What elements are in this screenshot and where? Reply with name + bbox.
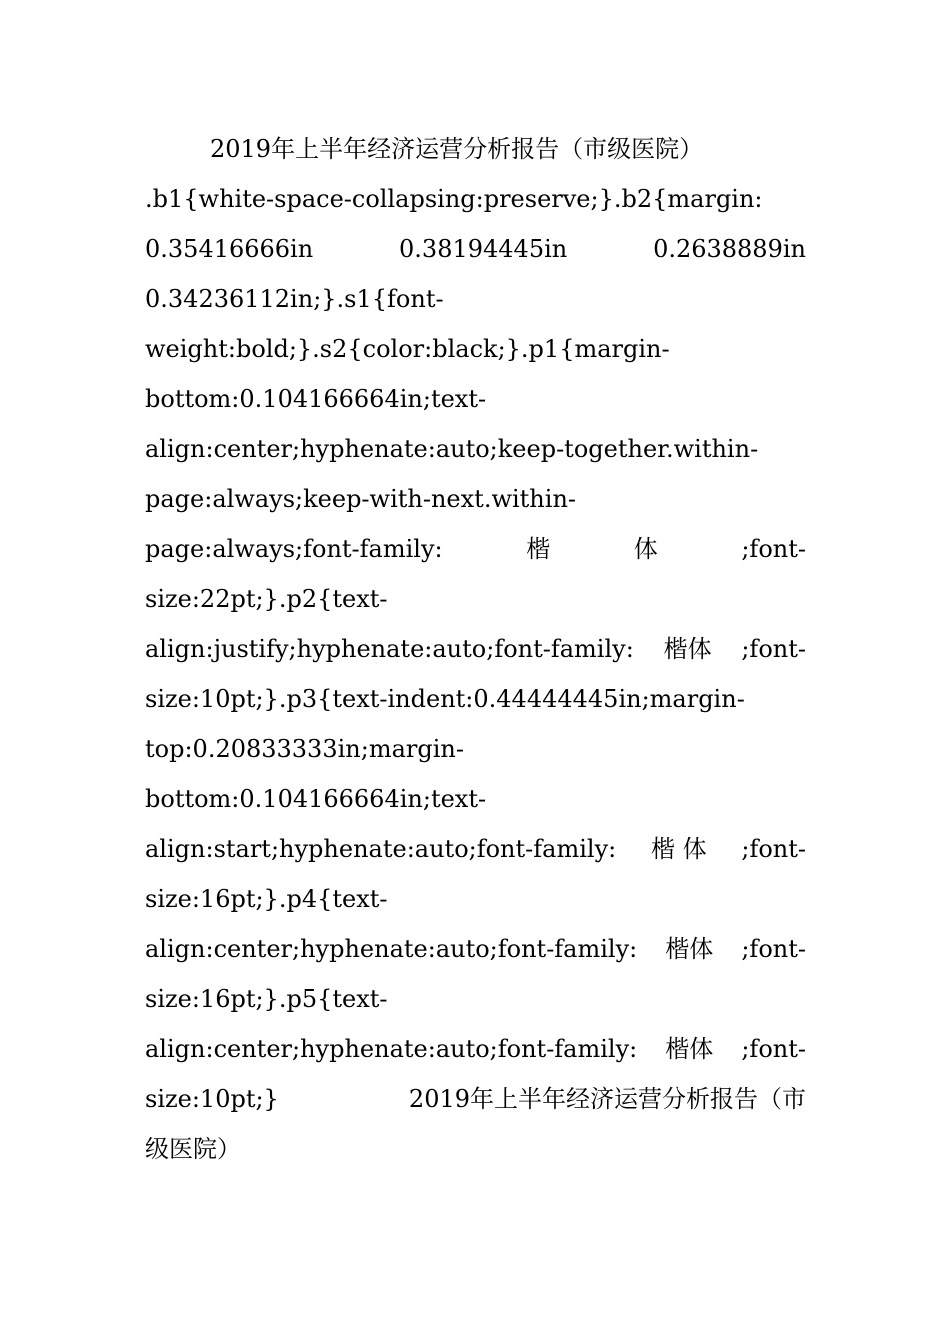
text-line-13 — [145, 774, 806, 824]
css-text: ;font- — [741, 635, 806, 663]
css-text: align:start;hyphenate:auto;font-family: — [145, 835, 617, 863]
css-text: bottom:0.104166664in;text- — [145, 785, 487, 813]
text-line-8 — [145, 524, 806, 574]
css-text: ;font- — [741, 835, 806, 863]
css-text: align:center;hyphenate:auto;keep-together.within- — [145, 435, 759, 463]
text-line-5 — [145, 374, 806, 424]
repeated-title-text: 级医院） — [145, 1135, 241, 1163]
css-text: size:22pt;}.p2{text- — [145, 585, 388, 613]
text-line-3 — [145, 274, 806, 324]
text-line-15 — [145, 874, 806, 924]
css-text: bottom:0.104166664in;text- — [145, 385, 487, 413]
css-text: size:10pt;}.p3{text-indent:0.44444445in;margin- — [145, 685, 745, 713]
css-text: 0.35416666in — [145, 235, 314, 263]
text-line-1 — [145, 174, 806, 224]
css-text: 0.2638889in — [653, 235, 806, 263]
text-line-17 — [145, 974, 806, 1024]
css-text: 楷体 — [663, 635, 712, 663]
css-text: 楷体 — [665, 935, 714, 963]
css-text: ;font- — [741, 935, 806, 963]
css-text: top:0.20833333in;margin- — [145, 735, 464, 763]
text-line-14 — [145, 824, 806, 874]
text-line-10 — [145, 624, 806, 674]
text-line-19 — [145, 1074, 806, 1124]
text-line-16 — [145, 924, 806, 974]
text-line-7 — [145, 474, 806, 524]
text-line-9 — [145, 574, 806, 624]
css-text: ;font- — [741, 1035, 806, 1063]
css-text: page:always;keep-with-next.within- — [145, 485, 577, 513]
css-text: 0.38194445in — [399, 235, 568, 263]
css-text: ;font- — [741, 535, 806, 563]
css-text: .b1{white-space-collapsing:preserve;}.b2{margin: — [145, 185, 763, 213]
text-line-6 — [145, 424, 806, 474]
css-text: size:10pt;} — [145, 1085, 279, 1113]
css-text: 体 — [633, 535, 658, 563]
text-line-12 — [145, 724, 806, 774]
text-line-4 — [145, 324, 806, 374]
css-text: size:16pt;}.p4{text- — [145, 885, 388, 913]
css-text: 楷 体 — [650, 835, 707, 863]
css-text: page:always;font-family: — [145, 535, 443, 563]
css-text: 楷体 — [665, 1035, 714, 1063]
text-line-18 — [145, 1024, 806, 1074]
css-text: align:center;hyphenate:auto;font-family: — [145, 1035, 638, 1063]
text-line-20 — [145, 1124, 806, 1174]
css-text: weight:bold;}.s2{color:black;}.p1{margin- — [145, 335, 670, 363]
text-line-11 — [145, 674, 806, 724]
css-text: align:center;hyphenate:auto;font-family: — [145, 935, 638, 963]
css-text: align:justify;hyphenate:auto;font-family: — [145, 635, 634, 663]
title-text: 2019年上半年经济运营分析报告（市级医院） — [210, 135, 704, 163]
css-text: size:16pt;}.p5{text- — [145, 985, 388, 1013]
css-text: 楷 — [526, 535, 551, 563]
text-line-2 — [145, 224, 806, 274]
repeated-title-text: 2019年上半年经济运营分析报告（市 — [408, 1085, 806, 1113]
document-body — [145, 124, 806, 1174]
css-text: 0.34236112in;}.s1{font- — [145, 285, 444, 313]
document-title-line — [145, 124, 806, 174]
